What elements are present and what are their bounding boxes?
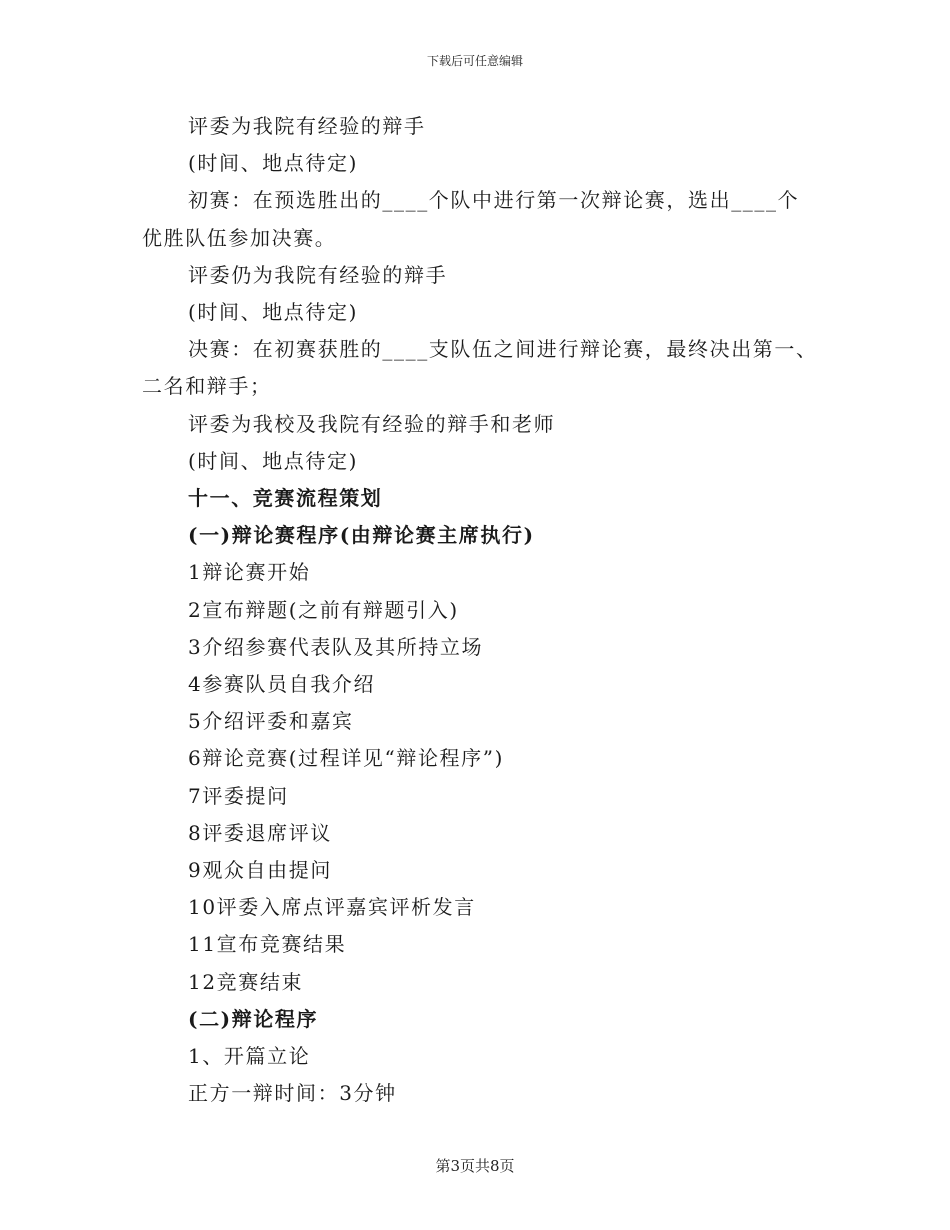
paragraph-line: 5介绍评委和嘉宾 [188, 709, 354, 734]
paragraph-line: 4参赛队员自我介绍 [188, 672, 376, 697]
paragraph-line: 优胜队伍参加决赛。 [142, 225, 337, 250]
paragraph-line: 评委为我校及我院有经验的辩手和老师 [188, 411, 556, 436]
page-footer: 第3页共8页 [435, 1157, 515, 1175]
paragraph-line: 2宣布辩题(之前有辩题引入) [188, 597, 459, 622]
paragraph-line: 11宣布竞赛结果 [188, 932, 347, 957]
section-heading: (二)辩论程序 [188, 1006, 319, 1031]
paragraph-line: 7评委提问 [188, 783, 289, 808]
page-header: 下载后可任意编辑 [426, 54, 523, 68]
section-heading: 十一、竞赛流程策划 [188, 486, 383, 511]
paragraph-line: 8评委退席评议 [188, 820, 332, 845]
paragraph-line: 评委仍为我院有经验的辩手 [188, 262, 448, 287]
section-heading: (一)辩论赛程序(由辩论赛主席执行) [188, 523, 535, 548]
paragraph-line: 二名和辩手； [142, 374, 272, 399]
paragraph-line: 6辩论竞赛(过程详见“辩论程序”) [188, 746, 504, 771]
paragraph-line: 初赛：在预选胜出的____个队中进行第一次辩论赛，选出____个 [188, 188, 800, 213]
paragraph-line: (时间、地点待定) [188, 151, 359, 176]
paragraph-line: 1、开篇立论 [188, 1044, 311, 1069]
paragraph-line: 10评委入席点评嘉宾评析发言 [188, 895, 476, 920]
paragraph-line: 12竞赛结束 [188, 969, 304, 994]
document-body [142, 108, 822, 1112]
paragraph-line: 评委为我院有经验的辩手 [188, 114, 426, 138]
paragraph-line: 正方一辩时间：3分钟 [188, 1081, 397, 1106]
paragraph-line: 3介绍参赛代表队及其所持立场 [188, 634, 484, 659]
paragraph-line: 1辩论赛开始 [188, 560, 311, 585]
paragraph-line: (时间、地点待定) [188, 300, 359, 325]
paragraph-line: (时间、地点待定) [188, 448, 359, 473]
paragraph-line: 9观众自由提问 [188, 858, 332, 883]
paragraph-line: 决赛：在初赛获胜的____支队伍之间进行辩论赛，最终决出第一、 [188, 337, 818, 362]
